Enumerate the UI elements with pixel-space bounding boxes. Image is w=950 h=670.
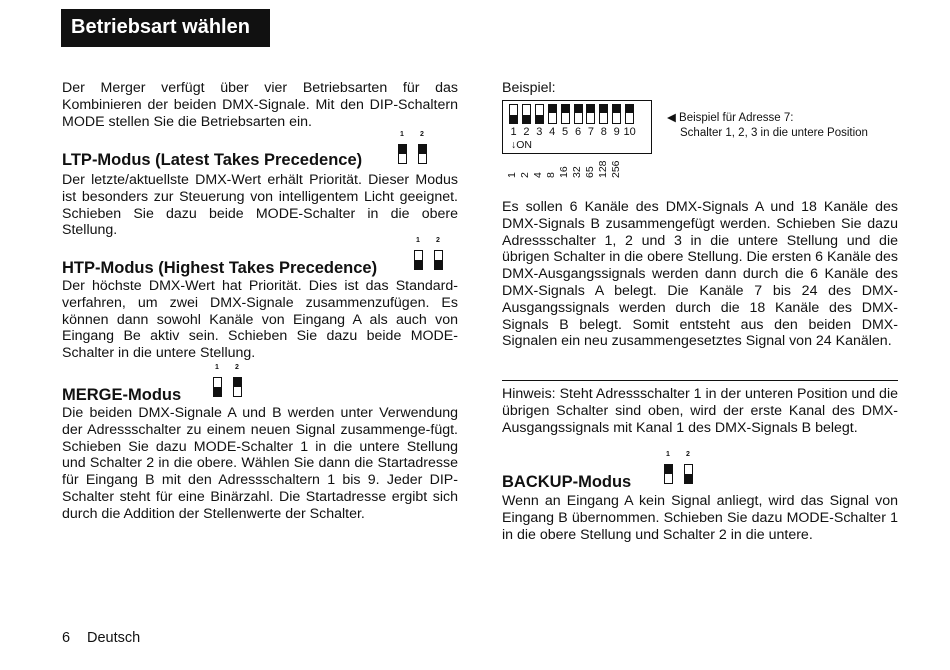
mode-switch-number: 1 — [666, 451, 670, 458]
dip-switch-number: 7 — [587, 126, 594, 138]
dip-switch-number: 6 — [574, 126, 582, 138]
dip-switch-number: 9 — [613, 126, 620, 138]
page-title: Betriebsart wählen — [71, 16, 250, 38]
mode-switch-number: 1 — [400, 131, 404, 138]
mode-switch-2 — [684, 464, 693, 484]
hint-paragraph: Hinweis: Steht Adressschalter 1 in der unteren Position und die übrigen Schalter sind oben, wird der erste Kanal des DMX-Ausgangssignals mit Kanal 1 des DMX-Signals B belegt. — [502, 386, 898, 436]
dip-switch-10 — [625, 104, 634, 124]
mode-switch-1 — [414, 250, 423, 270]
dip-switch-9 — [612, 104, 621, 124]
dip-switch-7 — [586, 104, 595, 124]
dip-switch-8 — [599, 104, 608, 124]
dip-switch-number: 8 — [600, 126, 607, 138]
divider-line — [502, 380, 898, 381]
dip-switch-number: 1 — [510, 126, 517, 138]
backup-heading: BACKUP-Modus — [502, 473, 632, 491]
mode-switch-number: 2 — [420, 131, 424, 138]
mode-switch-1 — [398, 144, 407, 164]
binary-weight-label: 1 — [506, 172, 518, 178]
dip-switch-number: 3 — [536, 126, 543, 138]
binary-weight-label: 2 — [519, 172, 531, 178]
merge-mode-switches — [213, 364, 253, 404]
mode-switch-1 — [213, 377, 222, 397]
binary-weight-label: 128 — [597, 160, 609, 178]
htp-mode-switches — [414, 237, 454, 277]
binary-weight-label: 65 — [584, 166, 596, 178]
mode-switch-number: 2 — [686, 451, 690, 458]
ltp-paragraph: Der letzte/aktuellste DMX-Wert erhält Priorität. Dieser Modus ist besonders zur Steuerung von intelligentem Licht geeignet. Schieben Sie dazu beide MODE-Schalter in die obere Stellung. — [62, 172, 458, 239]
dip-switch-2 — [522, 104, 531, 124]
dip-switch-number: 4 — [549, 126, 556, 138]
dip-switch-number: 5 — [562, 126, 569, 138]
mode-switch-2 — [434, 250, 443, 270]
intro-paragraph: Der Merger verfügt über vier Betriebsarten für das Kombinieren der beiden DMX-Signale. Mit den DIP-Schaltern MODE stellen Sie die Betriebsarten ein. — [62, 80, 458, 130]
dip-switch-6 — [574, 104, 583, 124]
example-label: Beispiel: — [502, 80, 556, 96]
on-label: ↓ON — [511, 139, 532, 151]
mode-switch-1 — [664, 464, 673, 484]
htp-paragraph: Der höchste DMX-Wert hat Priorität. Dies ist das Standard-verfahren, um zwei DMX-Signale zusammenzufügen. Es können dann sowohl Kanäle von Eingang A als auch von Eingang Be aktiv sein. Schieben Sie dazu beide MODE-Schalter in die untere Stellung. — [62, 278, 458, 362]
dip-switch-3 — [535, 104, 544, 124]
dip-switch-1 — [509, 104, 518, 124]
backup-mode-switches — [664, 451, 704, 491]
mode-switch-2 — [233, 377, 242, 397]
ltp-mode-switches — [398, 131, 438, 171]
binary-weight-label: 256 — [610, 160, 622, 178]
example-note-line1: ◀ Beispiel für Adresse 7: — [667, 112, 794, 124]
dip-switch-number: 2 — [523, 126, 530, 138]
mode-switch-number: 2 — [235, 364, 239, 371]
binary-weight-label: 8 — [545, 172, 557, 178]
example-note-line2: Schalter 1, 2, 3 in die untere Position — [680, 127, 868, 139]
binary-weight-label: 4 — [532, 172, 544, 178]
page-number: 6 — [62, 630, 71, 646]
merge-paragraph: Die beiden DMX-Signale A und B werden unter Verwendung der Adressschalter zu einem neuen Signal zusammenge-fügt. Schieben Sie dazu MODE-Schalter 1 in die untere Stellung und Schalter 2 in die obere. Wählen Sie dann die Startadresse für Eingang B mit den Adressschaltern 1 bis 9. Jeder DIP-Schalter steht für eine Binärzahl. Die Startadresse ergibt sich durch die Addition der Stellenwerte der Schalter. — [62, 405, 458, 522]
mode-switch-2 — [418, 144, 427, 164]
mode-switch-number: 1 — [416, 237, 420, 244]
ltp-heading: LTP-Modus (Latest Takes Precedence) — [62, 151, 363, 169]
mode-switch-number: 2 — [436, 237, 440, 244]
backup-paragraph: Wenn an Eingang A kein Signal anliegt, wird das Signal von Eingang B übernommen. Schieben Sie dazu MODE-Schalter 1 in die obere Stellung und Schalter 2 in die untere. — [502, 493, 898, 543]
dip-switch-5 — [561, 104, 570, 124]
example-paragraph: Es sollen 6 Kanäle des DMX-Signals A und 18 Kanäle des DMX-Signals B zusammengefügt werden. Schieben Sie dazu Adressschalter 1, 2 und 3 in die untere Stellung und die übrigen Schalter in die obere Stellung. Die ersten 6 Kanäle des DMX-Ausgangssignals werden dann durch die 6 Kanäle des DMX-Signals A belegt. Die Kanäle 7 bis 24 des DMX-Ausgangssignals werden durch die 18 Kanäle des DMX-Signals B belegt. Somit entsteht aus den beiden DMX-Signalen ein neu zusammengesetztes Signal von 24 Kanälen. — [502, 199, 898, 350]
binary-weight-label: 32 — [571, 166, 583, 178]
dip-switch-number: 10 — [623, 126, 636, 138]
merge-heading: MERGE-Modus — [62, 386, 182, 404]
mode-switch-number: 1 — [215, 364, 219, 371]
dip-switch-diagram — [502, 100, 652, 154]
binary-weight-label: 16 — [558, 166, 570, 178]
htp-heading: HTP-Modus (Highest Takes Precedence) — [62, 259, 378, 277]
footer-language: Deutsch — [87, 630, 141, 646]
dip-switch-4 — [548, 104, 557, 124]
